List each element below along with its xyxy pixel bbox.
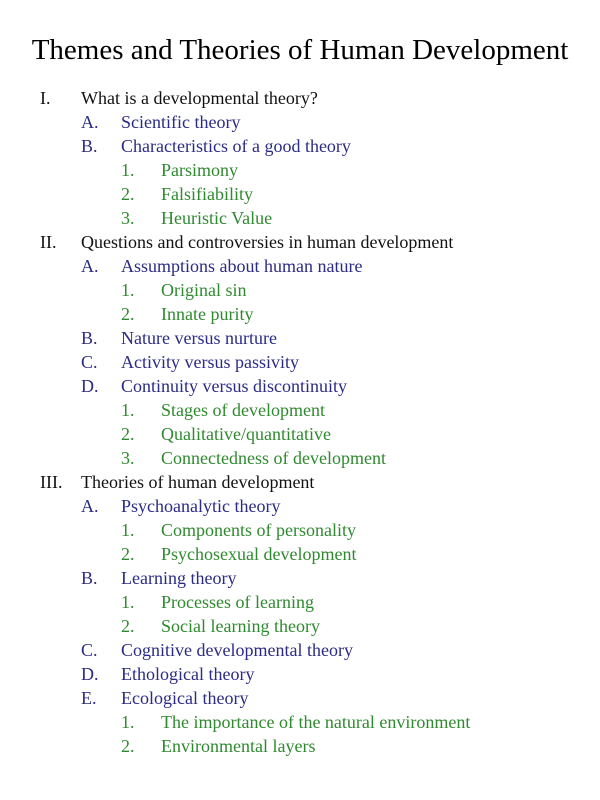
outline-number: 2. [121,424,135,444]
outline-text: Nature versus nurture [121,328,277,348]
outline-text: Theories of human development [81,472,315,492]
outline-text: Connectedness of development [161,448,386,468]
outline-number: 2. [121,616,135,636]
page-title: Themes and Theories of Human Development [31,34,569,66]
outline-number: B. [81,568,98,588]
outline-number: 2. [121,304,135,324]
outline-number: D. [81,664,99,684]
outline-text: What is a developmental theory? [81,88,318,108]
outline-number: I. [40,88,51,108]
outline-text: Social learning theory [161,616,320,636]
outline-text: Psychoanalytic theory [121,496,281,516]
outline-text: Characteristics of a good theory [121,136,351,156]
outline-text: Stages of development [161,400,325,420]
outline-text: Heuristic Value [161,208,273,228]
outline-text: Scientific theory [121,112,241,132]
outline-text: The importance of the natural environment [161,712,471,732]
outline-text: Continuity versus discontinuity [121,376,348,396]
outline-text: Assumptions about human nature [121,256,363,276]
outline-number: E. [81,688,97,708]
outline-number: III. [40,472,63,492]
outline-number: 3. [121,448,135,468]
outline-number: D. [81,376,99,396]
outline-text: Falsifiability [161,184,253,204]
outline-number: II. [40,232,57,252]
outline-text: Ecological theory [121,688,249,708]
outline-number: 2. [121,736,135,756]
outline-text: Environmental layers [161,736,316,756]
outline-number: 1. [121,280,135,300]
outline-number: 1. [121,400,135,420]
outline-number: 1. [121,712,135,732]
outline-number: A. [81,496,99,516]
outline-text: Parsimony [161,160,239,180]
outline-number: 1. [121,592,135,612]
outline-text: Qualitative/quantitative [161,424,331,444]
outline-text: Original sin [161,280,247,300]
outline-text: Psychosexual development [161,544,357,564]
outline-number: 2. [121,184,135,204]
outline-text: Innate purity [161,304,254,324]
outline-text: Questions and controversies in human development [81,232,454,252]
outline-text: Activity versus passivity [121,352,299,372]
outline-text: Ethological theory [121,664,255,684]
outline-text: Cognitive developmental theory [121,640,353,660]
outline-number: 1. [121,520,135,540]
outline-text: Learning theory [121,568,237,588]
outline-number: B. [81,328,98,348]
outline-number: 2. [121,544,135,564]
outline-text: Processes of learning [161,592,314,612]
outline-number: B. [81,136,98,156]
outline-number: C. [81,640,98,660]
outline-number: 3. [121,208,135,228]
outline-number: A. [81,112,99,132]
outline-number: C. [81,352,98,372]
outline-number: 1. [121,160,135,180]
outline-number: A. [81,256,99,276]
outline-text: Components of personality [161,520,356,540]
